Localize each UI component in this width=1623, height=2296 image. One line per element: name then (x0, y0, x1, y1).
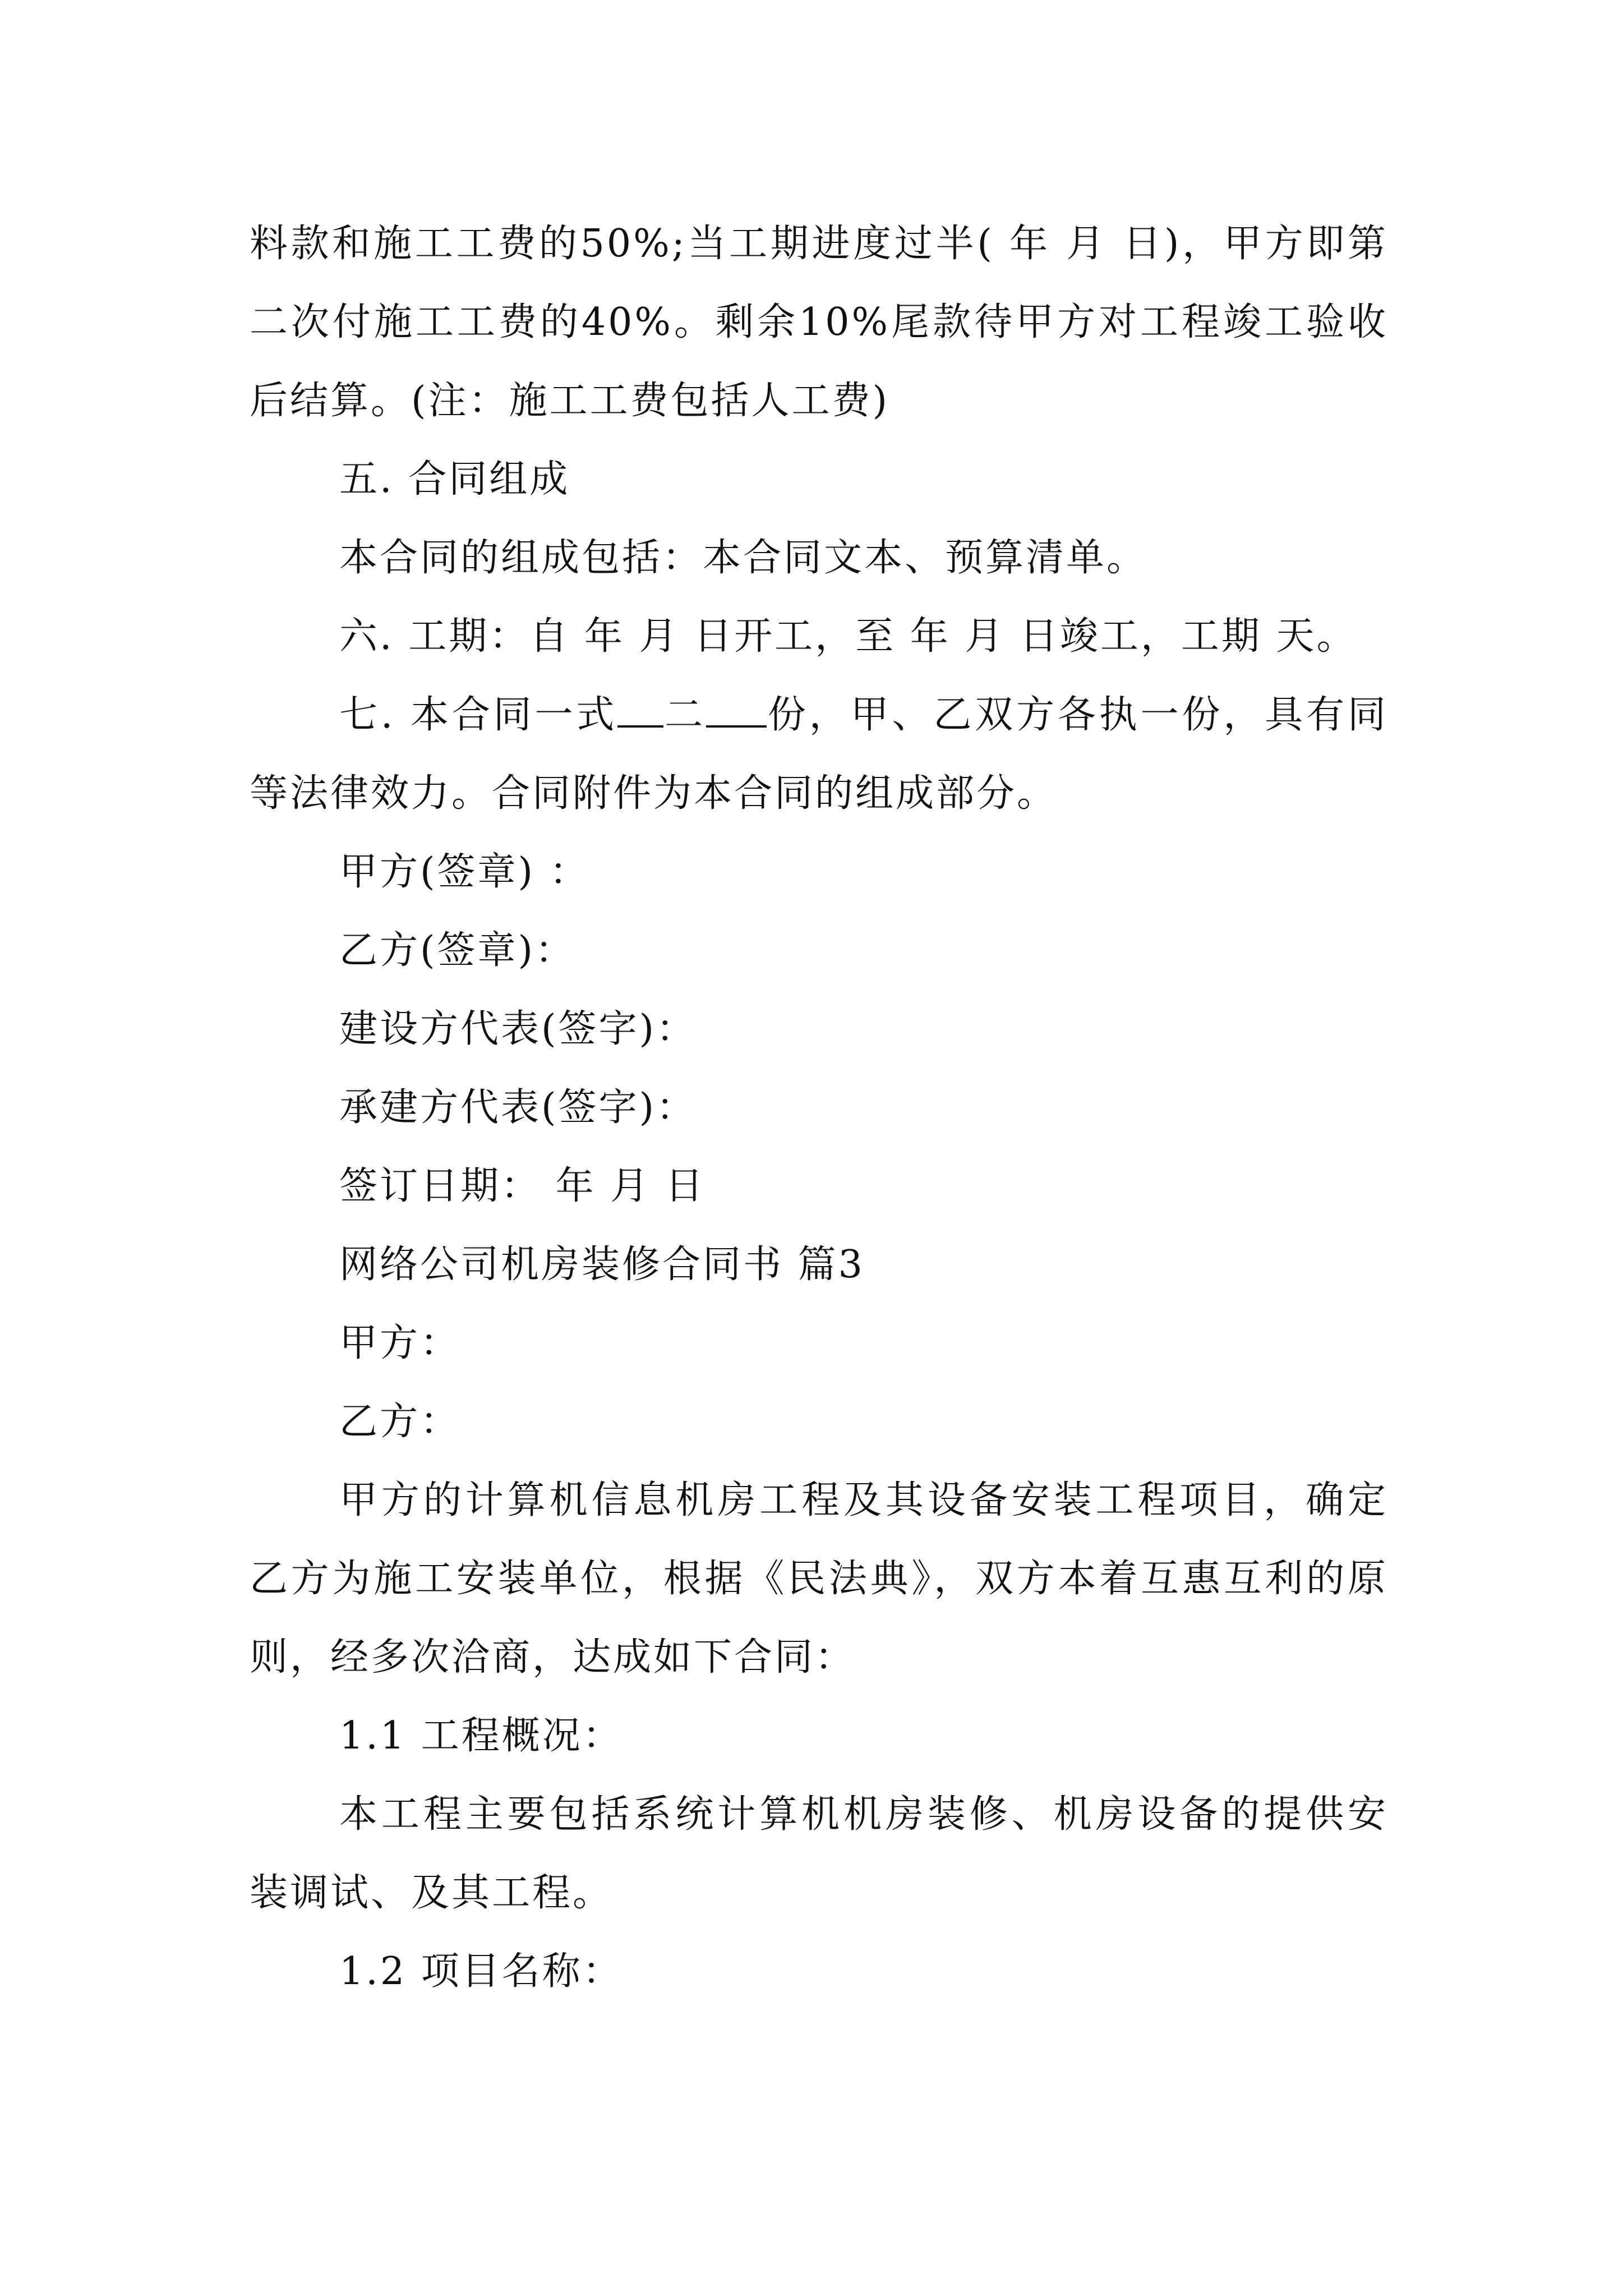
signature-contractor-representative: 承建方代表(签字)： (339, 1085, 697, 1130)
clause-1-2-heading: 1.2 项目名称： (339, 1949, 623, 1994)
paragraph-construction-period: 六. 工期：自 年 月 日开工，至 年 月 日竣工，工期 天。 (339, 614, 1357, 659)
signature-builder-representative: 建设方代表(签字)： (339, 1007, 697, 1051)
document-body (250, 205, 1388, 2011)
signing-date: 签订日期： 年 月 日 (339, 1164, 706, 1208)
paragraph-payment-terms: 料款和施工工费的50%;当工期进度过半( 年 月 日)，甲方即第二次付施工工费的40%。剩余10%尾款待甲方对工程竣工验收后结算。(注：施工工费包括人工费) (250, 222, 1388, 423)
paragraph-project-intro: 甲方的计算机信息机房工程及其设备安装工程项目，确定乙方为施工安装单位，根据《民法典》，双方本着互惠互利的原则，经多次洽商，达成如下合同： (250, 1478, 1388, 1680)
contract-title-part-3: 网络公司机房装修合同书 篇3 (339, 1243, 865, 1287)
signature-party-b: 乙方(签章)： (339, 928, 576, 973)
copies-count: 二 (663, 693, 707, 737)
copies-text-after: 份，甲、乙双方各执一份，具有同等法律效力。合同附件为本合同的组成部分。 (250, 693, 1388, 816)
paragraph-project-scope: 本工程主要包括系统计算机机房装修、机房设备的提供安装调试、及其工程。 (250, 1792, 1388, 1915)
copies-blank-right (706, 725, 767, 728)
section-heading-contract-composition: 五. 合同组成 (339, 457, 570, 501)
signature-party-a: 甲方(签章) ： (339, 850, 590, 894)
party-b-line: 乙方： (339, 1400, 461, 1444)
party-a-line: 甲方： (339, 1321, 461, 1365)
paragraph-contract-composition: 本合同的组成包括：本合同文本、预算清单。 (339, 536, 1147, 580)
paragraph-copies (250, 676, 1388, 833)
copies-text-before: 七. 本合同一式 (339, 693, 618, 737)
clause-1-1-heading: 1.1 工程概况： (339, 1714, 623, 1758)
copies-blank-left (617, 725, 663, 728)
